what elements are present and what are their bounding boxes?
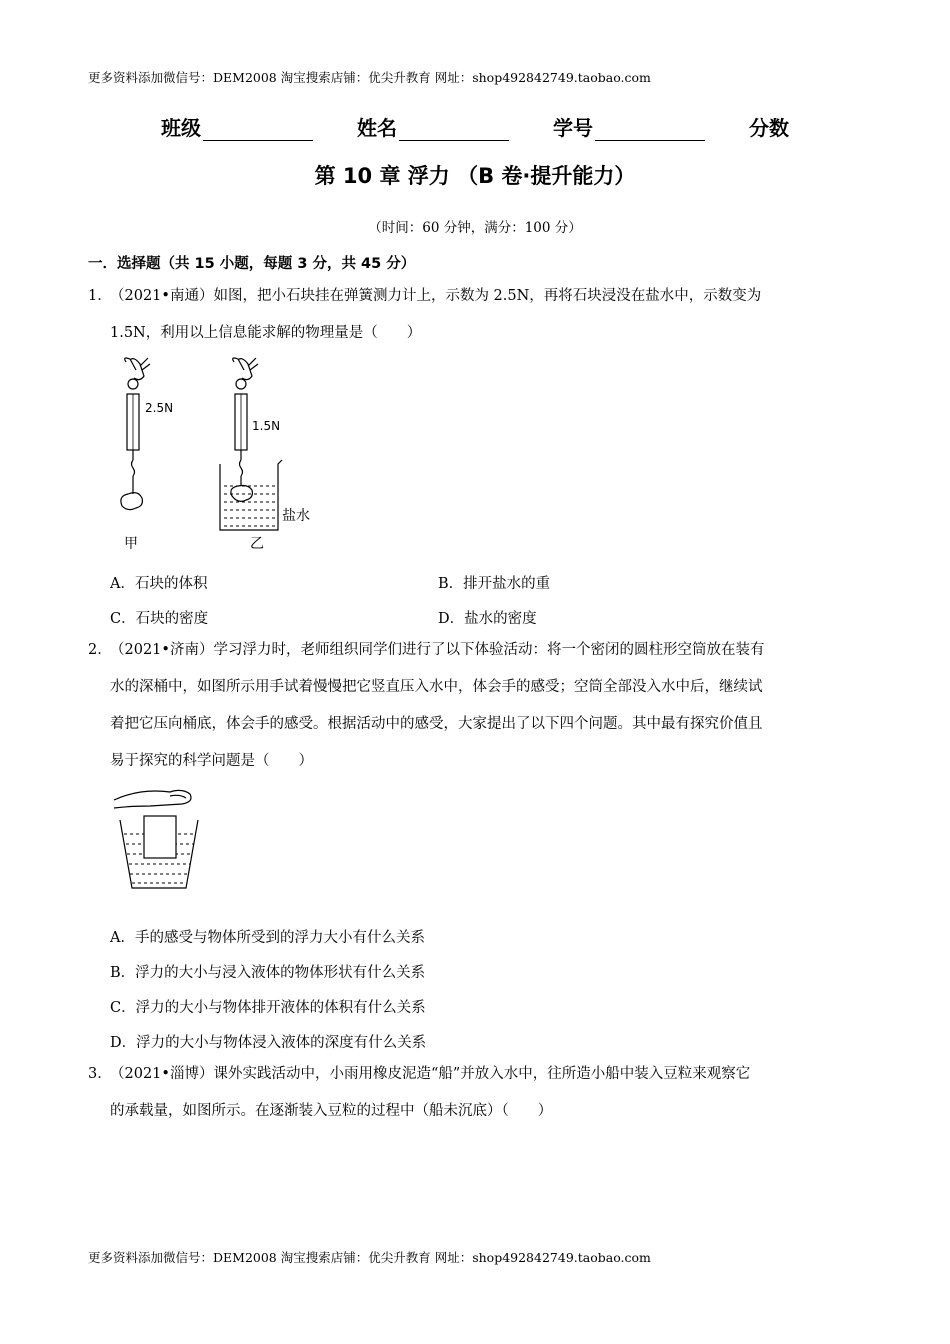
beaker (220, 460, 282, 530)
section-heading: 一．选择题（共 15 小题，每题 3 分，共 45 分） (88, 256, 416, 272)
score-field (749, 112, 789, 141)
score-label: 分数 (749, 116, 789, 140)
id-blank[interactable] (595, 118, 705, 141)
spring-scale-a (121, 358, 150, 510)
question-3-line-2: 的承载量，如图所示。在逐渐装入豆粒的过程中（船未沉底）（ ） (110, 1103, 553, 1119)
footer-note: 更多资料添加微信号：DEM2008 淘宝搜索店铺：优尖升教育 网址：shop492842749.taobao.com (88, 1250, 651, 1265)
question-1-line-1 (88, 278, 868, 315)
question-1-option-c[interactable]: C．石块的密度 (110, 611, 209, 627)
question-2-option-a[interactable]: A．手的感受与物体所受到的浮力大小有什么关系 (110, 930, 425, 946)
cylinder (144, 816, 176, 858)
reading-label-b: 1.5N (252, 419, 281, 433)
question-2-line-2: 水的深桶中，如图所示用手试着慢慢把它竖直压入水中，体会手的感受；空筒全部没入水中后，继续试 (110, 679, 763, 695)
question-2-line-4: 易于探究的科学问题是（ ） (110, 753, 313, 769)
class-label: 班级 (161, 116, 201, 140)
question-1-option-a[interactable]: A．石块的体积 (110, 576, 208, 592)
liquid-label: 盐水 (282, 508, 310, 524)
question-2-figure (110, 784, 210, 894)
question-2-line-1 (88, 632, 868, 669)
question-3-line-1 (88, 1056, 868, 1093)
class-field (161, 112, 313, 141)
question-1-option-b[interactable]: B．排开盐水的重 (438, 576, 551, 592)
reading-label-a: 2.5N (145, 401, 174, 415)
question-2 (88, 632, 868, 780)
name-blank[interactable] (399, 118, 509, 141)
question-3 (88, 1056, 868, 1130)
question-1-option-d[interactable]: D．盐水的密度 (438, 611, 537, 627)
name-label: 姓名 (357, 116, 397, 140)
question-1-number: 1． (88, 288, 112, 304)
page-title: 第 10 章 浮力 （B 卷·提升能力） (314, 164, 636, 188)
page-subtitle: （时间：60 分钟，满分：100 分） (368, 220, 582, 236)
question-2-option-c[interactable]: C．浮力的大小与物体排开液体的体积有什么关系 (110, 1000, 426, 1016)
header-note: 更多资料添加微信号：DEM2008 淘宝搜索店铺：优尖升教育 网址：shop492842749.taobao.com (88, 70, 651, 85)
question-2-stem: （2021•济南）学习浮力时，老师组织同学们进行了以下体验活动：将一个密闭的圆柱形空筒放在装有 (110, 642, 765, 658)
question-2-option-d[interactable]: D．浮力的大小与物体浸入液体的深度有什么关系 (110, 1035, 427, 1051)
question-2-line-3: 着把它压向桶底，体会手的感受。根据活动中的感受，大家提出了以下四个问题。其中最有探究价值且 (110, 716, 763, 732)
question-3-stem: （2021•淄博）课外实践活动中，小雨用橡皮泥造“船”并放入水中，往所造小船中装入豆粒来观察它 (110, 1066, 751, 1082)
question-2-number: 2． (88, 642, 112, 658)
question-2-option-b[interactable]: B．浮力的大小与浸入液体的物体形状有什么关系 (110, 965, 426, 981)
question-1-figure (100, 356, 340, 556)
id-label: 学号 (553, 116, 593, 140)
question-1 (88, 278, 868, 352)
question-1-stem: （2021•南通）如图，把小石块挂在弹簧测力计上，示数为 2.5N，再将石块浸没在盐水中，示数变为 (110, 288, 762, 304)
question-3-number: 3． (88, 1066, 112, 1082)
question-1-line-2: 1.5N，利用以上信息能求解的物理量是（ ） (110, 325, 422, 341)
figure-label-a: 甲 (124, 536, 138, 552)
hand-outline (114, 790, 191, 808)
figure-label-b: 乙 (250, 536, 264, 552)
student-info-row (0, 112, 950, 141)
id-field (553, 112, 705, 141)
class-blank[interactable] (203, 118, 313, 141)
name-field (357, 112, 509, 141)
